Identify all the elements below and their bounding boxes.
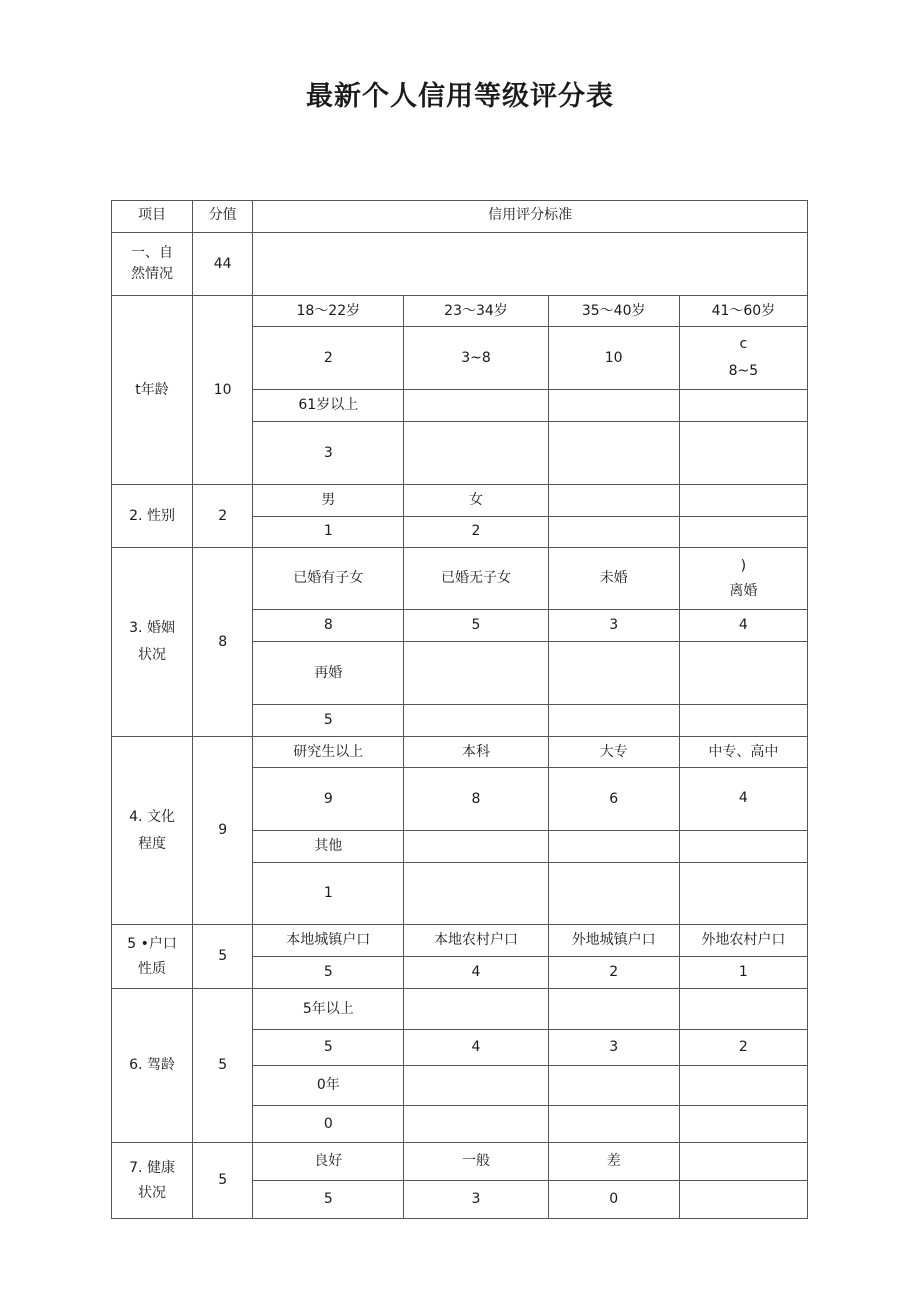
driving-points-2: 4 — [404, 1030, 548, 1066]
health-option-1: 良好 — [253, 1143, 404, 1181]
gender-option-1: 男 — [253, 485, 404, 517]
age-row-1 — [112, 296, 808, 327]
age-points-5: 3 — [253, 422, 404, 485]
marriage-label-line2: 状况 — [138, 647, 167, 663]
age-points-4 — [679, 327, 807, 390]
health-points-1: 5 — [253, 1181, 404, 1219]
driving-points-1: 5 — [253, 1030, 404, 1066]
education-points-4: 4 — [679, 768, 807, 831]
driving-label: 6. 驾龄 — [112, 989, 193, 1143]
marriage-points-2: 5 — [404, 610, 548, 642]
age-range-5: 61岁以上 — [253, 390, 404, 422]
hukou-row-1 — [112, 925, 808, 957]
marriage-label-line1: 3. 婚姻 — [129, 620, 175, 636]
header-score: 分值 — [193, 201, 253, 233]
age-score: 10 — [193, 296, 253, 485]
marriage-points-4: 4 — [679, 610, 807, 642]
hukou-score: 5 — [193, 925, 253, 989]
education-option-3: 大专 — [548, 737, 679, 768]
hukou-option-2: 本地农村户口 — [404, 925, 548, 957]
gender-label: 2. 性别 — [112, 485, 193, 548]
page-title: 最新个人信用等级评分表 — [306, 81, 614, 112]
health-option-2: 一般 — [404, 1143, 548, 1181]
health-label — [112, 1143, 193, 1219]
health-score: 5 — [193, 1143, 253, 1219]
natural-score: 44 — [193, 233, 253, 296]
marriage-points-1: 8 — [253, 610, 404, 642]
driving-row-1 — [112, 989, 808, 1030]
age-points-4-top: c — [739, 336, 748, 352]
gender-points-1: 1 — [253, 517, 404, 548]
education-points-2: 8 — [404, 768, 548, 831]
gender-score: 2 — [193, 485, 253, 548]
natural-label-line2: 然情况 — [131, 266, 174, 282]
marriage-points-5: 5 — [253, 705, 404, 737]
health-option-3: 差 — [548, 1143, 679, 1181]
natural-criteria — [253, 233, 808, 296]
education-label-line1: 4. 文化 — [129, 808, 175, 825]
marriage-points-3: 3 — [548, 610, 679, 642]
hukou-points-1: 5 — [253, 957, 404, 989]
marriage-label — [112, 548, 193, 737]
hukou-points-3: 2 — [548, 957, 679, 989]
marriage-option-1: 已婚有子女 — [253, 548, 404, 610]
education-label-line2: 程度 — [138, 835, 167, 852]
age-range-3: 35～40岁 — [548, 296, 679, 327]
marriage-option-4-bottom: 离婚 — [729, 582, 758, 599]
age-points-2: 3~8 — [404, 327, 548, 390]
gender-row-1 — [112, 485, 808, 517]
hukou-option-3: 外地城镇户口 — [548, 925, 679, 957]
hukou-option-1: 本地城镇户口 — [253, 925, 404, 957]
education-points-3: 6 — [548, 768, 679, 831]
hukou-label-line2: 性质 — [138, 960, 167, 977]
education-label — [112, 737, 193, 925]
natural-label-line1: 一、自 — [131, 245, 174, 261]
gender-points-2: 2 — [404, 517, 548, 548]
driving-points-4: 2 — [679, 1030, 807, 1066]
marriage-option-4 — [679, 548, 807, 610]
driving-option-2: 0年 — [253, 1066, 404, 1106]
driving-points-5: 0 — [253, 1106, 404, 1143]
marriage-option-4-top: ) — [740, 557, 747, 574]
natural-row — [112, 233, 808, 296]
age-points-3: 10 — [548, 327, 679, 390]
hukou-points-2: 4 — [404, 957, 548, 989]
marriage-score: 8 — [193, 548, 253, 737]
driving-score: 5 — [193, 989, 253, 1143]
health-points-2: 3 — [404, 1181, 548, 1219]
marriage-option-3: 未婚 — [548, 548, 679, 610]
header-criteria: 信用评分标准 — [253, 201, 808, 233]
marriage-option-5: 再婚 — [253, 642, 404, 705]
education-points-5: 1 — [253, 863, 404, 925]
header-row — [112, 201, 808, 233]
hukou-option-4: 外地农村户口 — [679, 925, 807, 957]
age-points-1: 2 — [253, 327, 404, 390]
credit-score-table — [111, 200, 808, 1219]
header-item: 项目 — [112, 201, 193, 233]
education-score: 9 — [193, 737, 253, 925]
education-option-1: 研究生以上 — [253, 737, 404, 768]
age-range-4: 41～60岁 — [679, 296, 807, 327]
education-points-1: 9 — [253, 768, 404, 831]
education-row-1 — [112, 737, 808, 768]
education-option-5: 其他 — [253, 831, 404, 863]
hukou-points-4: 1 — [679, 957, 807, 989]
hukou-label-line1: 5 •户口 — [127, 935, 177, 952]
gender-option-2: 女 — [404, 485, 548, 517]
health-row-1 — [112, 1143, 808, 1181]
education-option-4: 中专、高中 — [679, 737, 807, 768]
hukou-label — [112, 925, 193, 989]
age-range-1: 18～22岁 — [253, 296, 404, 327]
marriage-option-2: 已婚无子女 — [404, 548, 548, 610]
health-label-line1: 7. 健康 — [129, 1159, 175, 1176]
marriage-row-1 — [112, 548, 808, 610]
age-points-4-bottom: 8~5 — [728, 363, 759, 379]
driving-points-3: 3 — [548, 1030, 679, 1066]
health-points-3: 0 — [548, 1181, 679, 1219]
age-range-2: 23～34岁 — [404, 296, 548, 327]
health-label-line2: 状况 — [138, 1184, 167, 1201]
age-label: t年龄 — [112, 296, 193, 485]
natural-label — [112, 233, 193, 296]
education-option-2: 本科 — [404, 737, 548, 768]
driving-option-1: 5年以上 — [253, 989, 404, 1030]
